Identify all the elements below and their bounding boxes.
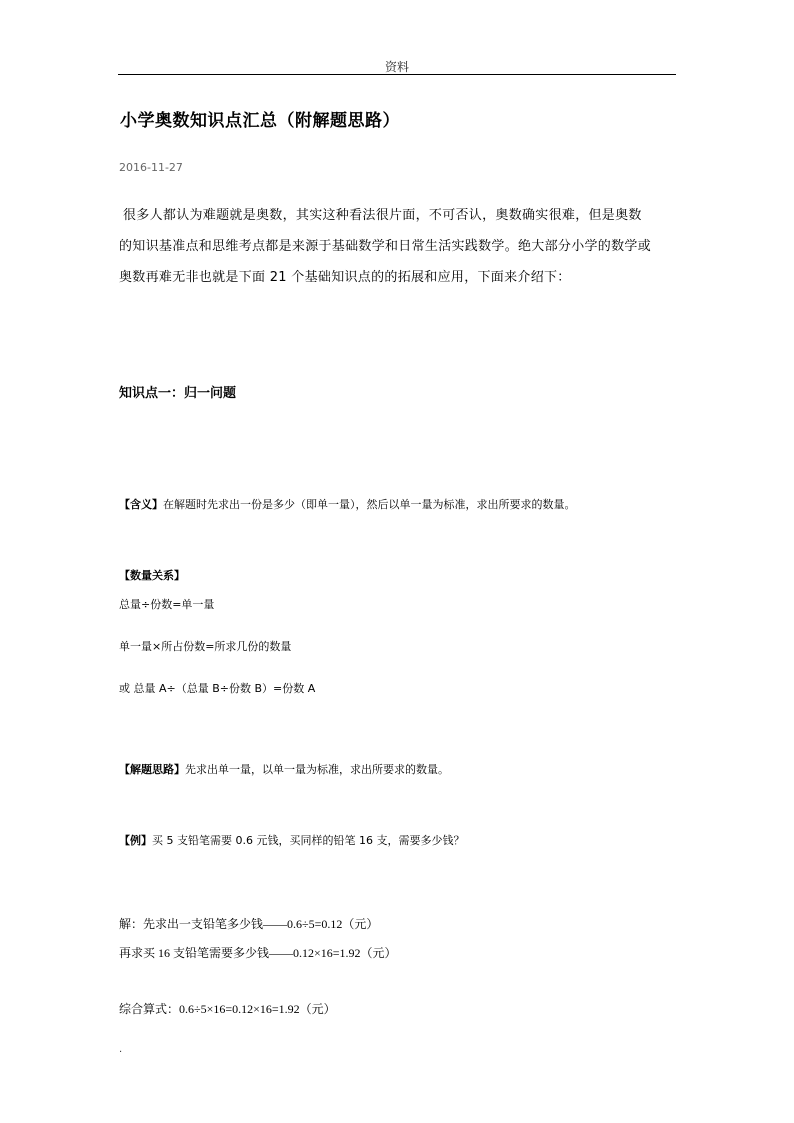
- meaning-text: 在解题时先求出一份是多少（即单一量），然后以单一量为标准，求出所要求的数量。: [163, 498, 576, 511]
- relation-line: 单一量×所占份数=所求几份的数量: [119, 640, 292, 653]
- approach-label: 【解题思路】: [119, 763, 185, 776]
- intro-line: 的知识基准点和思维考点都是来源于基础数学和日常生活实践数学。绝大部分小学的数学或: [119, 239, 652, 254]
- meaning-paragraph: [119, 496, 576, 512]
- article-title: 小学奥数知识点汇总（附解题思路）: [120, 111, 400, 131]
- relation-line: 或 总量 A÷（总量 B÷份数 B）=份数 A: [119, 682, 316, 695]
- meaning-label: 【含义】: [119, 498, 163, 511]
- article-date: 2016-11-27: [119, 161, 183, 174]
- approach-text: 先求出单一量，以单一量为标准，求出所要求的数量。: [185, 763, 449, 776]
- page-header: 资料: [384, 60, 409, 74]
- section-heading: 知识点一：归一问题: [119, 386, 237, 401]
- relation-line: 总量÷份数=单一量: [119, 598, 215, 611]
- header-rule: [118, 74, 676, 75]
- relation-label: 【数量关系】: [119, 569, 185, 582]
- intro-line: 很多人都认为难题就是奥数，其实这种看法很片面，不可否认，奥数确实很难，但是奥数: [123, 208, 642, 223]
- approach-paragraph: [119, 761, 449, 777]
- solution-line: 解：先求出一支铅笔多少钱——0.6÷5=0.12（元）: [119, 917, 379, 931]
- example-label: 【例】: [119, 834, 152, 847]
- intro-line: 奥数再难无非也就是下面 21 个基础知识点的的拓展和应用，下面来介绍下：: [119, 270, 571, 285]
- solution-line: 再求买 16 支铅笔需要多少钱——0.12×16=1.92（元）: [119, 946, 397, 960]
- example-paragraph: [119, 832, 464, 848]
- combined-formula: 综合算式：0.6÷5×16=0.12×16=1.92（元）: [119, 1002, 336, 1016]
- example-text: 买 5 支铅笔需要 0.6 元钱，买同样的铅笔 16 支，需要多少钱？: [152, 834, 465, 847]
- footer-mark: .: [119, 1044, 123, 1055]
- intro-paragraph: [119, 200, 679, 293]
